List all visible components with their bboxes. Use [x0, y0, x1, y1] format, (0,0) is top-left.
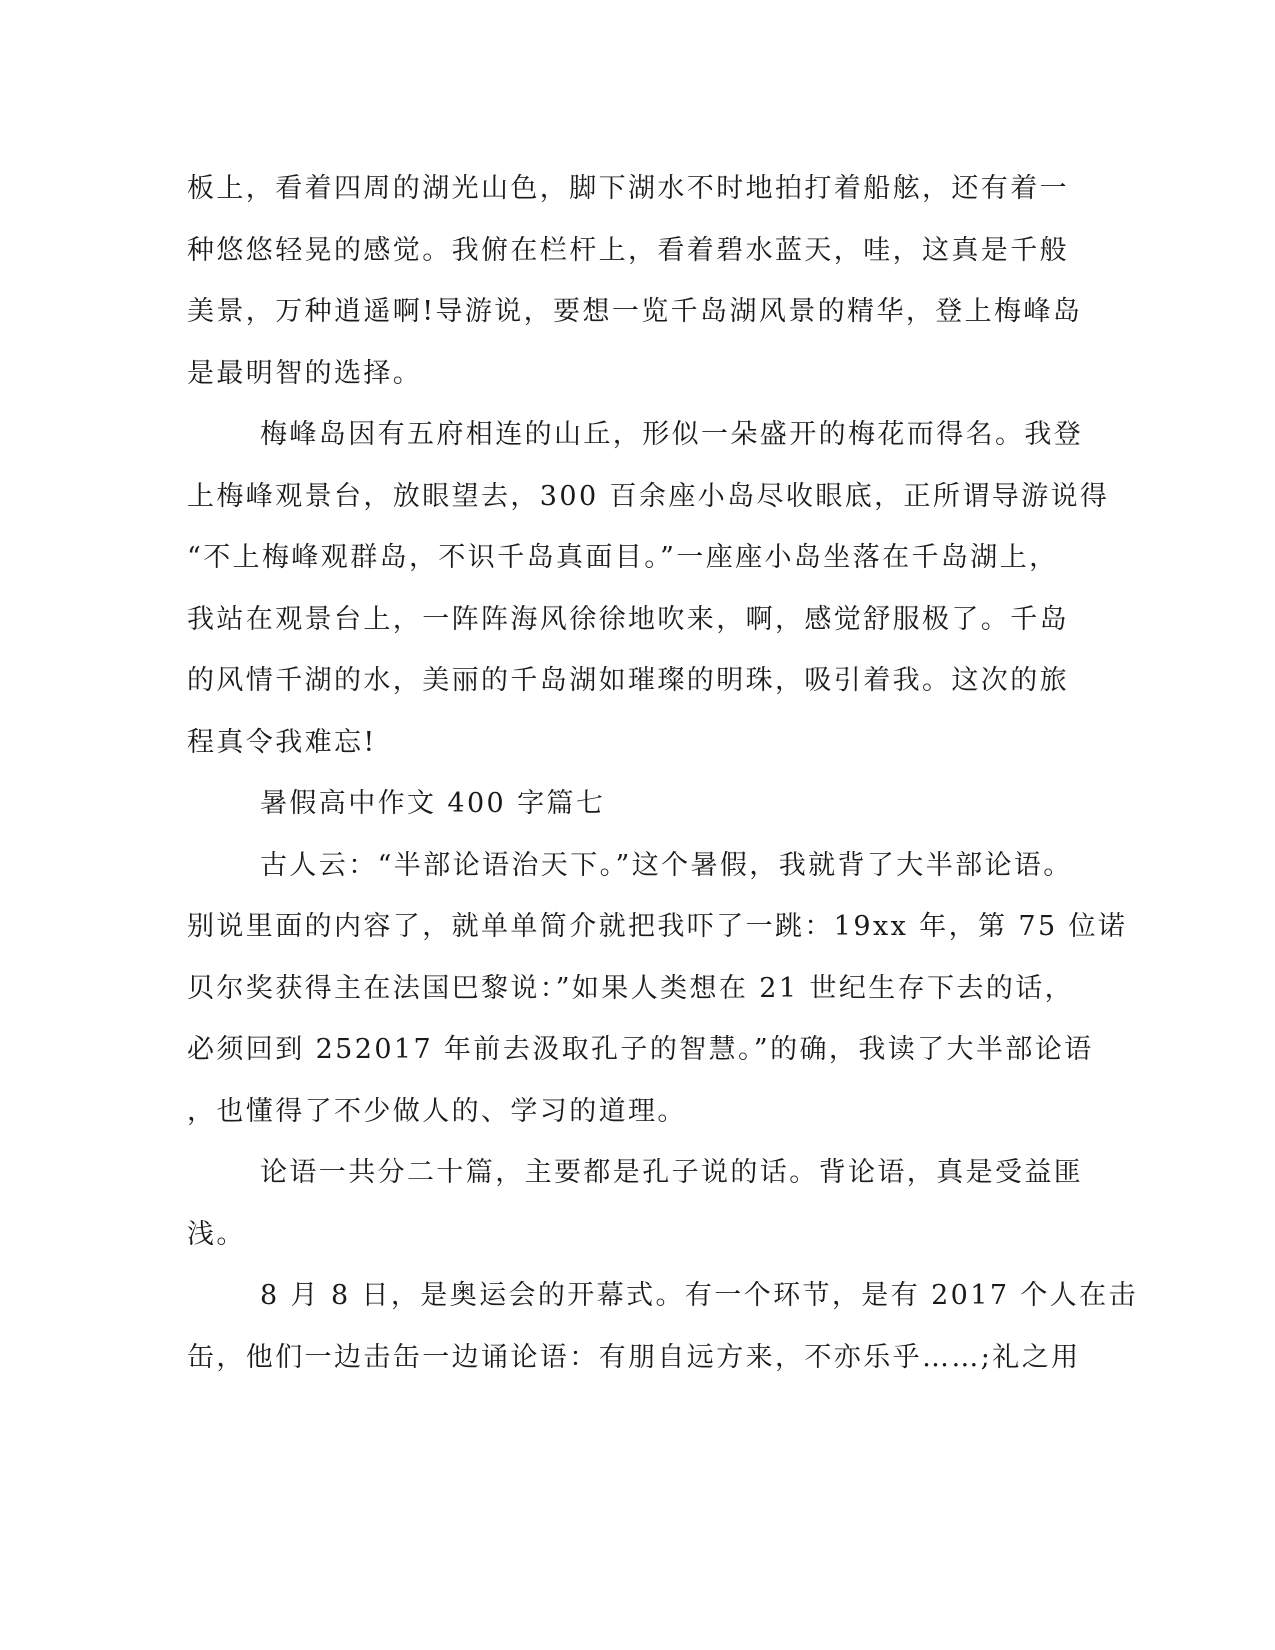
paragraph-line: 缶，他们一边击缶一边诵论语：有朋自远方来，不亦乐乎……;礼之用 [187, 1341, 1081, 1373]
section-heading: 暑假高中作文 400 字篇七 [260, 788, 606, 819]
paragraph-line: 论语一共分二十篇，主要都是孔子说的话。背论语，真是受益匪 [260, 1157, 1084, 1188]
paragraph-line: 梅峰岛因有五府相连的山丘，形似一朵盛开的梅花而得名。我登 [260, 419, 1084, 450]
paragraph-line: 浅。 [187, 1218, 246, 1250]
paragraph-line: 程真令我难忘! [187, 726, 377, 758]
paragraph-line: “不上梅峰观群岛，不识千岛真面目。”一座座小岛坐落在千岛湖上， [187, 542, 1059, 573]
paragraph-line: 别说里面的内容了，就单单简介就把我吓了一跳：19xx 年，第 75 位诺 [187, 911, 1128, 942]
paragraph-line: 古人云：“半部论语治天下。”这个暑假，我就背了大半部论语。 [260, 849, 1073, 881]
paragraph-line: 必须回到 252017 年前去汲取孔子的智慧。”的确，我读了大半部论语 [187, 1034, 1094, 1065]
paragraph-line: 种悠悠轻晃的感觉。我俯在栏杆上，看着碧水蓝天，哇，这真是千般 [187, 234, 1069, 266]
document-body [187, 158, 1138, 1388]
paragraph-line: 我站在观景台上，一阵阵海风徐徐地吹来，啊，感觉舒服极了。千岛 [187, 603, 1069, 635]
paragraph-line: 美景，万种逍遥啊!导游说，要想一览千岛湖风景的精华，登上梅峰岛 [187, 296, 1083, 327]
paragraph-line: 上梅峰观景台，放眼望去，300 百余座小岛尽收眼底，正所谓导游说得 [187, 480, 1110, 512]
paragraph-line: 的风情千湖的水，美丽的千岛湖如璀璨的明珠，吸引着我。这次的旅 [187, 665, 1069, 696]
paragraph-line: ，也懂得了不少做人的、学习的道理。 [187, 1095, 687, 1127]
paragraph-line: 板上，看着四周的湖光山色，脚下湖水不时地拍打着船舷，还有着一 [187, 173, 1069, 204]
paragraph-line: 贝尔奖获得主在法国巴黎说：”如果人类想在 21 世纪生存下去的话， [187, 972, 1075, 1004]
paragraph-line: 8 月 8 日，是奥运会的开幕式。有一个环节，是有 2017 个人在击 [260, 1280, 1138, 1311]
paragraph-line: 是最明智的选择。 [187, 357, 423, 389]
